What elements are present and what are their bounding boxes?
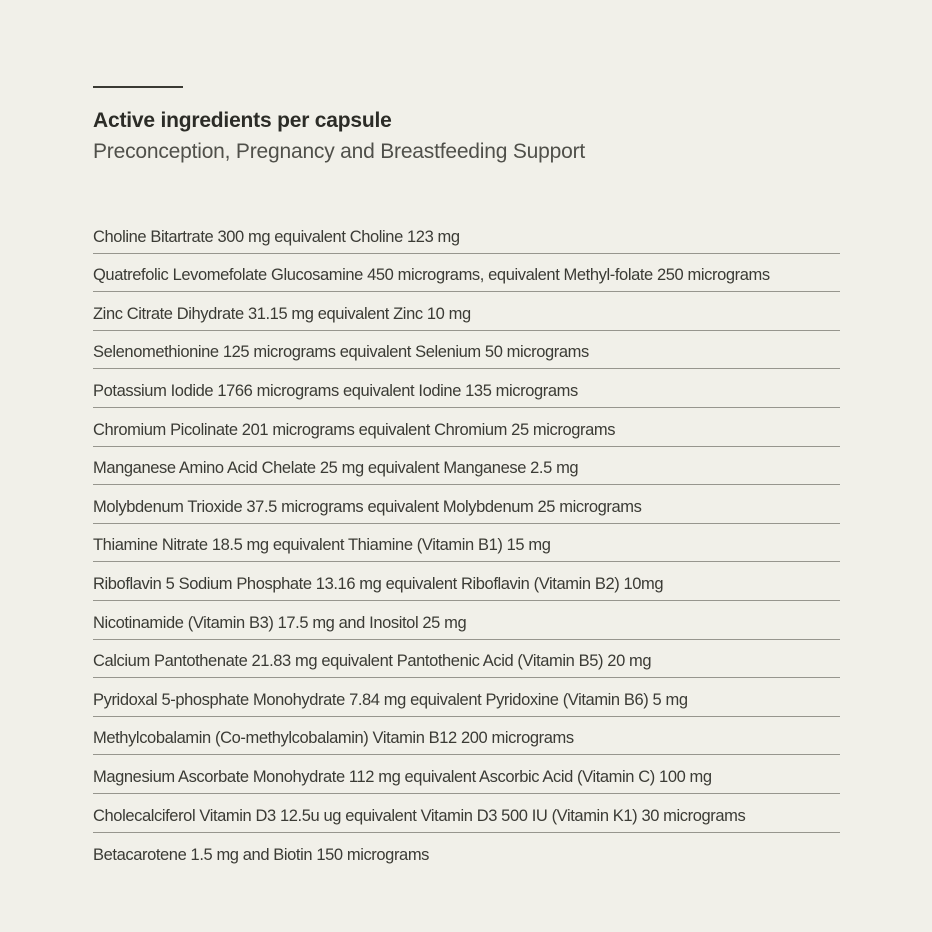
header (93, 86, 853, 164)
ingredient-row: Thiamine Nitrate 18.5 mg equivalent Thiamine (Vitamin B1) 15 mg (93, 524, 840, 563)
page-title: Active ingredients per capsule (93, 109, 392, 132)
ingredient-row: Calcium Pantothenate 21.83 mg equivalent Pantothenic Acid (Vitamin B5) 20 mg (93, 640, 840, 679)
ingredient-row: Pyridoxal 5-phosphate Monohydrate 7.84 mg equivalent Pyridoxine (Vitamin B6) 5 mg (93, 678, 840, 717)
ingredients-list (93, 215, 840, 871)
page-subtitle: Preconception, Pregnancy and Breastfeeding Support (93, 140, 586, 164)
ingredient-row: Riboflavin 5 Sodium Phosphate 13.16 mg equivalent Riboflavin (Vitamin B2) 10mg (93, 562, 840, 601)
ingredient-row: Potassium Iodide 1766 micrograms equivalent Iodine 135 micrograms (93, 369, 840, 408)
ingredient-row: Zinc Citrate Dihydrate 31.15 mg equivalent Zinc 10 mg (93, 292, 840, 331)
ingredient-row: Methylcobalamin (Co-methylcobalamin) Vitamin B12 200 micrograms (93, 717, 840, 756)
ingredient-row: Chromium Picolinate 201 micrograms equivalent Chromium 25 micrograms (93, 408, 840, 447)
header-rule (93, 86, 183, 88)
ingredient-row: Quatrefolic Levomefolate Glucosamine 450 micrograms, equivalent Methyl-folate 250 micrograms (93, 254, 840, 293)
ingredient-row: Magnesium Ascorbate Monohydrate 112 mg equivalent Ascorbic Acid (Vitamin C) 100 mg (93, 755, 840, 794)
ingredient-row: Nicotinamide (Vitamin B3) 17.5 mg and Inositol 25 mg (93, 601, 840, 640)
ingredient-row: Manganese Amino Acid Chelate 25 mg equivalent Manganese 2.5 mg (93, 447, 840, 486)
ingredient-row: Choline Bitartrate 300 mg equivalent Choline 123 mg (93, 215, 840, 254)
ingredient-row: Betacarotene 1.5 mg and Biotin 150 micrograms (93, 846, 430, 865)
ingredient-row: Cholecalciferol Vitamin D3 12.5u ug equivalent Vitamin D3 500 IU (Vitamin K1) 30 micrograms (93, 794, 840, 833)
ingredient-row: Selenomethionine 125 micrograms equivalent Selenium 50 micrograms (93, 331, 840, 370)
ingredient-row: Molybdenum Trioxide 37.5 micrograms equivalent Molybdenum 25 micrograms (93, 485, 840, 524)
